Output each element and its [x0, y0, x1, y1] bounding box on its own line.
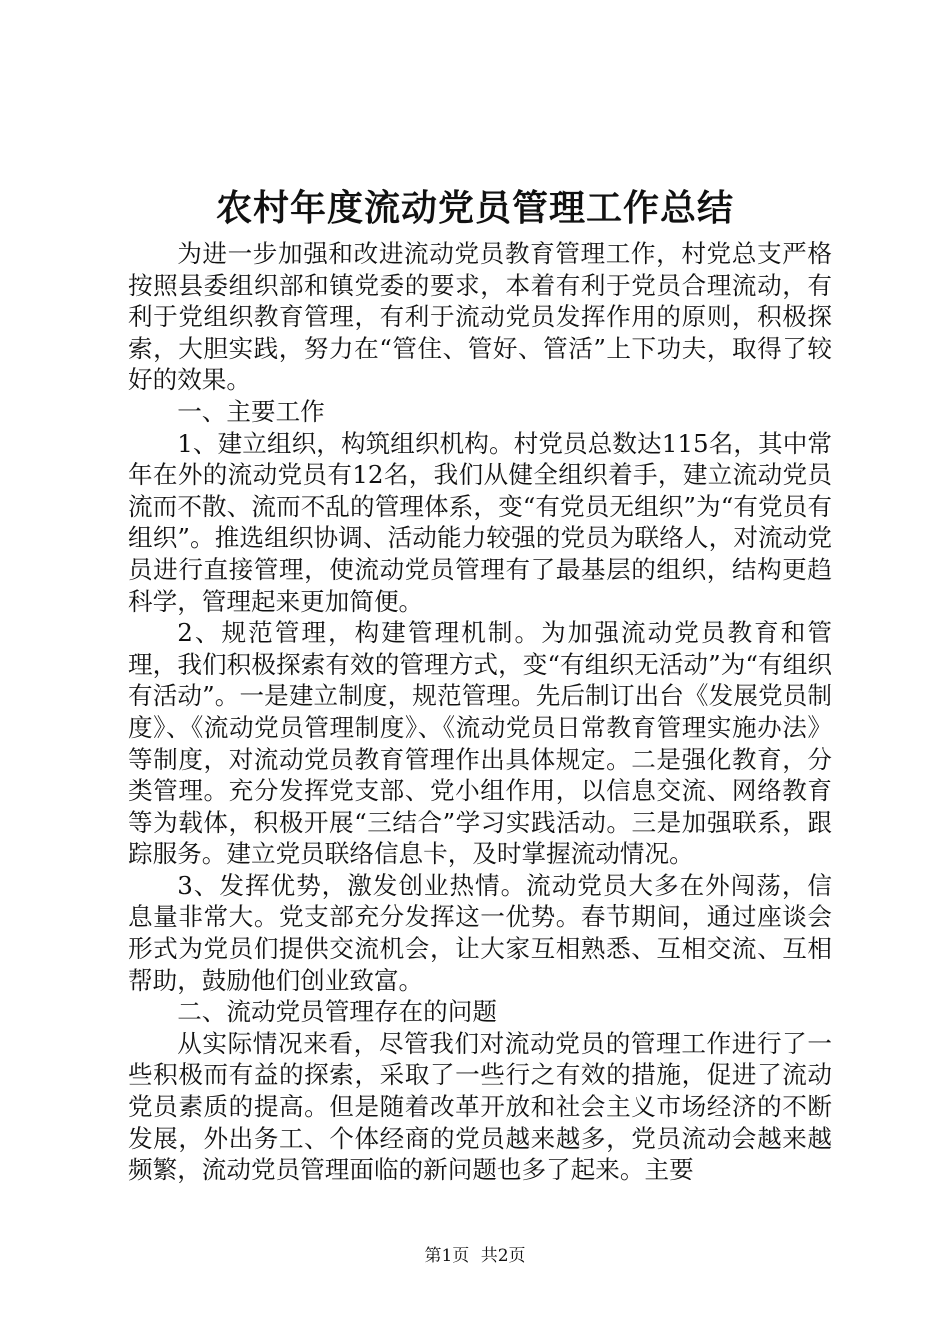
- paragraph-organization: 1、建立组织，构筑组织机构。村党员总数达115名，其中常年在外的流动党员有12名，我们从健全组织着手，建立流动党员流而不散、流而不乱的管理体系，变“有党员无组织”为“有党员有组织”。推选组织协调、活动能力较强的党员为联络人，对流动党员进行直接管理，使流动党员管理有了最基层的组织，结构更趋科学，管理起来更加简便。: [128, 428, 832, 616]
- page-number-footer: 第1页 共2页: [424, 1246, 526, 1266]
- paragraph-management: 2、规范管理，构建管理机制。为加强流动党员教育和管理，我们积极探索有效的管理方式，变“有组织无活动”为“有组织有活动”。一是建立制度，规范管理。先后制订出台《发展党员制度》、《流动党员管理制度》、《流动党员日常教育管理实施办法》等制度，对流动党员教育管理作出具体规定。二是强化教育，分类管理。充分发挥党支部、党小组作用，以信息交流、网络教育等为载体，积极开展“三结合”学习实践活动。三是加强联系，跟踪服务。建立党员联络信息卡，及时掌握流动情况。: [128, 618, 832, 869]
- document-title: 农村年度流动党员管理工作总结: [215, 187, 734, 229]
- paragraph-advantages: 3、发挥优势，激发创业热情。流动党员大多在外闯荡，信息量非常大。党支部充分发挥这一优势。春节期间，通过座谈会形式为党员们提供交流机会，让大家互相熟悉、互相交流、互相帮助，鼓励他们创业致富。: [128, 870, 832, 995]
- intro-paragraph: 为进一步加强和改进流动党员教育管理工作，村党总支严格按照县委组织部和镇党委的要求，本着有利于党员合理流动，有利于党组织教育管理，有利于流动党员发挥作用的原则，积极探索，大胆实践，努力在“管住、管好、管活”上下功夫，取得了较好的效果。: [128, 239, 832, 395]
- section-heading-problems: 二、流动党员管理存在的问题: [177, 997, 497, 1027]
- document-body: [128, 238, 832, 1186]
- section-heading-main-work: 一、主要工作: [177, 396, 325, 426]
- paragraph-problems: 从实际情况来看，尽管我们对流动党员的管理工作进行了一些积极而有益的探索，采取了一些行之有效的措施，促进了流动党员素质的提高。但是随着改革开放和社会主义市场经济的不断发展，外出务工、个体经商的党员越来越多，党员流动会越来越频繁，流动党员管理面临的新问题也多了起来。主要: [128, 1028, 832, 1185]
